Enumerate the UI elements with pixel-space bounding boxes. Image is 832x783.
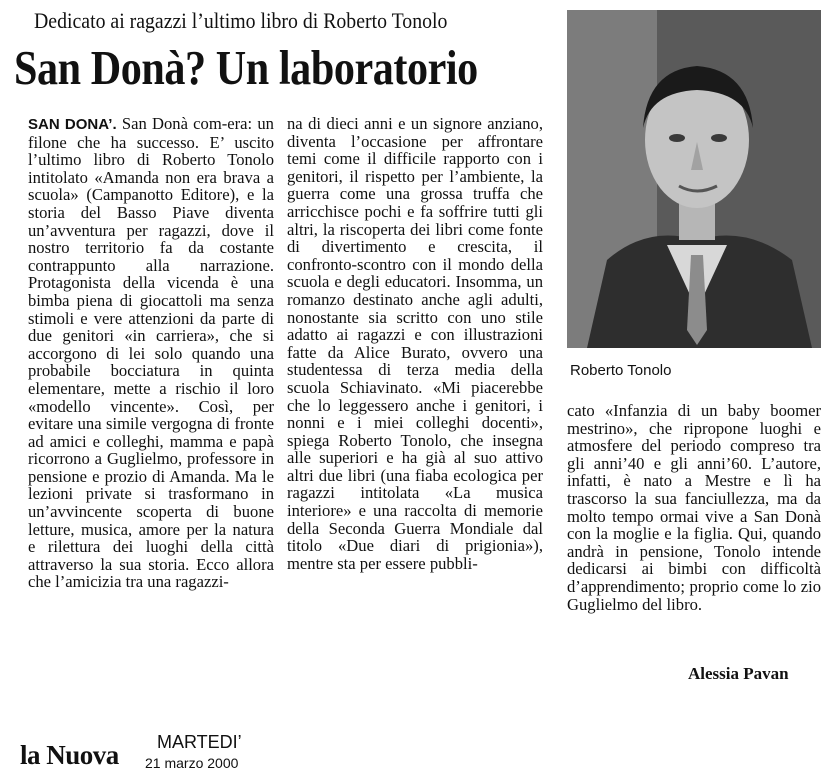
article-headline: San Donà? Un laboratorio: [14, 40, 478, 95]
publication-date: 21 marzo 2000: [145, 755, 239, 771]
dateline: SAN DONA’.: [28, 116, 117, 133]
author-signature: Alessia Pavan: [688, 664, 789, 683]
photo-caption: Roberto Tonolo: [570, 362, 672, 379]
author-photo: [567, 10, 821, 348]
column-1-text: San Donà com-era: un filone che ha successo. E’ uscito l’ultimo libro di Roberto Tonolo intitolato «Amanda non era brava a scuola» (Campanotto Editore), e la storia del Basso Piave diventa un’avventura per ragazzi, dove il nostro territorio fa da costante contrappunto alla narrazione. Protagonista della vicenda è una bimba piena di giocattoli ma senza stimoli e vere attenzioni da parte di due genitori «in carriera», che si accorgono di lei solo quando una probabile bocciatura in quinta elementare, mette a rischio il loro «modello vincente». Così, per evitare una simile vergogna di fronte ad amici e colleghi, mamma e papà ricorrono a Guglielmo, professore in pensione e prozio di Amanda. Ma le lezioni private si trasformano in un’avvincente scoperta di buone letture, musica, amore per la natura e rilettura dei luoghi della città attraverso la sua storia. Ecco allora che l’amicizia tra una ragazzi-: [28, 114, 274, 592]
article-kicker: Dedicato ai ragazzi l’ultimo libro di Roberto Tonolo: [34, 8, 448, 33]
article-column-1: [28, 115, 274, 591]
newspaper-masthead: la Nuova: [20, 740, 119, 770]
publication-day: MARTEDI’: [157, 732, 242, 752]
portrait-illustration: [567, 10, 821, 348]
article-column-3: cato «Infanzia di un baby boomer mestrino», che ripropone luoghi e atmosfere del periodo compreso tra gli anni’40 e gli anni’60. L’autore, infatti, è nato a Mestre e lì ha trascorso la sua fanciullezza, ma da molto tempo ormai vive a San Donà con la moglie e la figlia. Qui, quando andrà in pensione, Tonolo intende dedicarsi ai bimbi con difficoltà d’apprendimento; proprio come lo zio Guglielmo del libro.: [567, 401, 821, 614]
article-column-2: na di dieci anni e un signore anziano, diventa l’occasione per affrontare temi come il difficile rapporto con i genitori, il rispetto per l’ambiente, la guerra come una grossa truffa che arricchisce pochi e fa soffrire tutti gli altri, la riscoperta dei libri come fonte di divertimento e crescita, il confronto-scontro con il mondo della scuola e degli educatori. Insomma, un romanzo destinato anche agli adulti, nonostante sia scritto con uno stile adatto ai ragazzi e con illustrazioni fatte da Alice Burato, ovvero una studentessa di terza media della scuola Schiavinato. «Mi piacerebbe che lo leggessero anche i genitori, i nonni e i miei colleghi docenti», spiega Roberto Tonolo, che insegna alle superiori e ha già al suo attivo altri due libri (una fiaba ecologica per ragazzi intitolata «La musica interiore» e una raccolta di memorie della Seconda Guerra Mondiale dal titolo «Due diari di prigionia»), mentre sta per essere pubbli-: [287, 114, 543, 573]
